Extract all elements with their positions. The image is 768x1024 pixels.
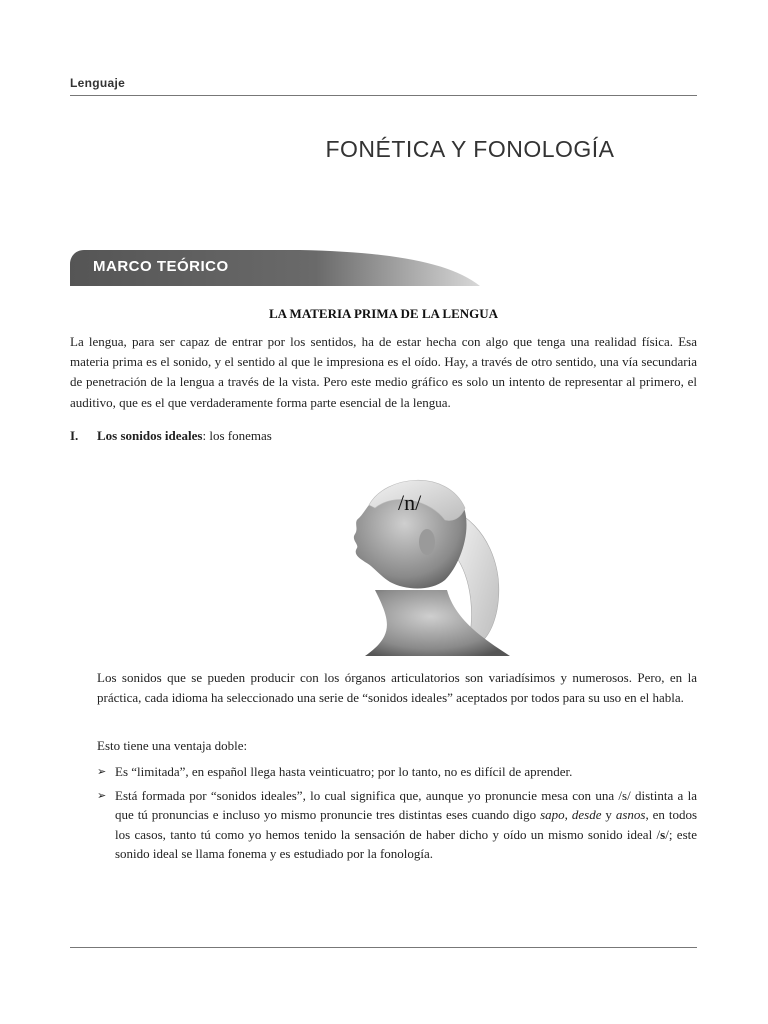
bullet-text: /; este sonido ideal se llama fonema y es estudiado por la fonología. [115, 826, 698, 861]
phoneme-label: /n/ [398, 490, 422, 515]
list-heading [70, 428, 272, 444]
header-rule [70, 95, 697, 96]
banner-label: MARCO TEÓRICO [93, 258, 229, 275]
list-number: I. [70, 428, 79, 443]
section-banner [70, 248, 570, 288]
page-title: FONÉTICA Y FONOLOGÍA [325, 136, 615, 162]
list-item [97, 786, 697, 864]
example-word-asnos: asnos [615, 807, 646, 822]
paragraph-sonidos: Los sonidos que se pueden producir con los órganos articulatorios son variadísimos y numerosos. Pero, en la práctica, cada idioma ha seleccionado una serie de “sonidos ideales” aceptados por todos para su uso en el habla. [97, 670, 697, 705]
list-heading-bold: Los sonidos ideales [97, 428, 203, 443]
paragraph-ventaja: Esto tiene una ventaja doble: [97, 738, 248, 753]
bullet-text: Es “limitada”, en español llega hasta veinticuatro; por lo tanto, no es difícil de aprender. [115, 764, 573, 779]
bullet-text: Está formada por “sonidos ideales”, lo cual significa que, aunque yo pronuncie mesa con una /s/ distinta a la que tú pronuncias e incluso yo mismo pronuncie tres distintas eses cuando digo [115, 787, 697, 822]
example-word-desde: desde [571, 807, 602, 822]
example-word-sapo: sapo [540, 807, 565, 822]
bullet-text: , [564, 807, 572, 822]
running-header: Lenguaje [70, 76, 126, 90]
intro-paragraph: La lengua, para ser capaz de entrar por los sentidos, ha de estar hecha con algo que tenga una realidad física. Esa materia prima es el sonido, y el sentido al que le impresiona es el oído. Hay, a través de otro sentido, una vía secundaria de penetración de la lengua a través de la vista. Pero este medio gráfico es solo un intento de representar al primero, el auditivo, que es el que verdaderamente forma parte esencial de la lengua. [70, 334, 697, 410]
bullet-text: y [601, 807, 616, 822]
bullet-text: , en todos los casos, tanto tú como yo hemos tenido la sensación de haber dicho y oído un mismo sonido ideal / [115, 807, 697, 842]
section-heading: LA MATERIA PRIMA DE LA LENGUA [268, 306, 499, 321]
head-profile-image [335, 470, 510, 656]
list-item [97, 762, 697, 782]
arrow-bullet-icon: ➢ [97, 765, 107, 778]
advantages-list [97, 762, 697, 868]
phoneme-s: s [660, 826, 666, 842]
arrow-bullet-icon: ➢ [97, 788, 107, 802]
list-heading-rest: : los fonemas [202, 428, 272, 443]
footer-rule [70, 947, 697, 948]
